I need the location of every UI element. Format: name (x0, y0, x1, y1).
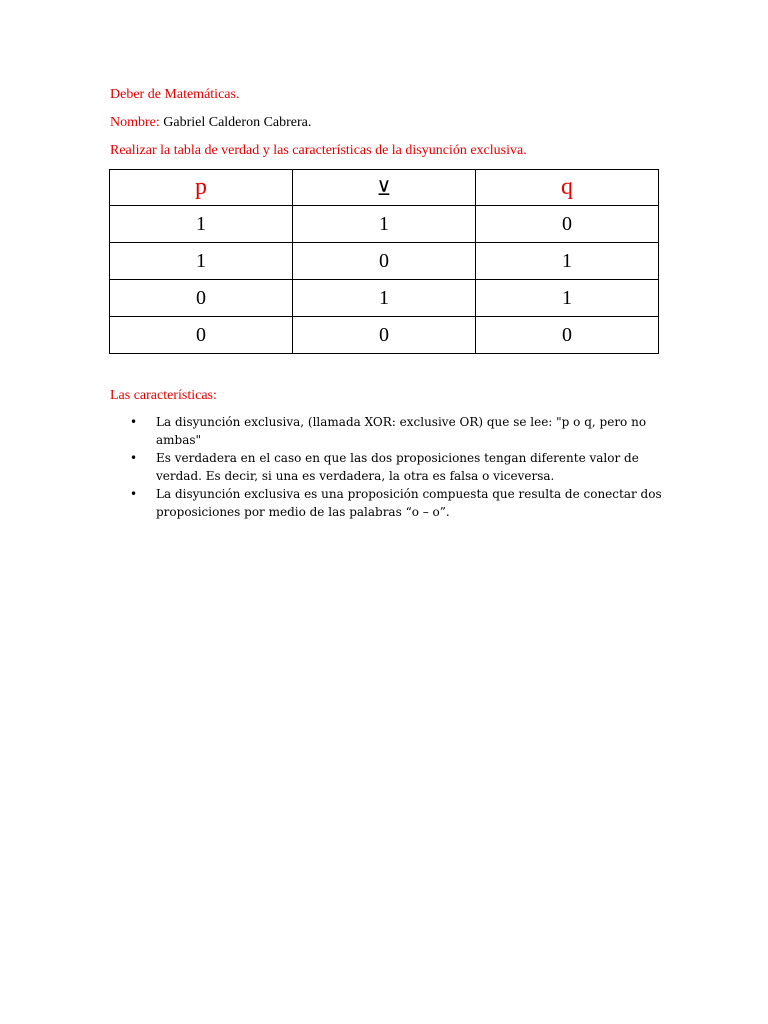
table-cell: 1 (476, 280, 659, 317)
bullet-icon: • (130, 487, 138, 501)
table-cell: 1 (110, 206, 293, 243)
truth-table (109, 169, 659, 354)
characteristics-heading: Las características: (110, 388, 217, 403)
list-item-text: Es verdadera en el caso en que las dos proposiciones tengan diferente valor de verdad. Es decir, si una es verdadera, la otra es falsa o viceversa. (156, 451, 639, 483)
table-cell: 1 (293, 280, 476, 317)
table-row (110, 280, 659, 317)
list-item (110, 485, 670, 521)
name-label: Nombre: (110, 115, 160, 130)
table-cell: 0 (110, 317, 293, 354)
table-row (110, 206, 659, 243)
header-cell-p: p (110, 170, 293, 206)
list-item (110, 413, 670, 449)
table-cell: 1 (476, 243, 659, 280)
name-value: Gabriel Calderon Cabrera. (163, 115, 312, 130)
student-name-line (110, 114, 311, 132)
bullet-icon: • (130, 415, 138, 429)
table-cell: 0 (110, 280, 293, 317)
document-title: Deber de Matemáticas. (110, 87, 240, 102)
truth-table-header-row (110, 170, 659, 206)
list-item-text: La disyunción exclusiva, (llamada XOR: exclusive OR) que se lee: "p o q, pero no ambas" (156, 415, 647, 447)
list-item-text: La disyunción exclusiva es una proposición compuesta que resulta de conectar dos proposiciones por medio de las palabras “o – o”. (156, 487, 662, 519)
bullet-icon: • (130, 451, 138, 465)
xor-operator-symbol: ⊻ (376, 176, 392, 200)
table-cell: 0 (476, 206, 659, 243)
table-cell: 1 (293, 206, 476, 243)
task-instruction: Realizar la tabla de verdad y las características de la disyunción exclusiva. (110, 143, 527, 158)
table-cell: 1 (110, 243, 293, 280)
table-cell: 0 (476, 317, 659, 354)
table-row (110, 243, 659, 280)
characteristics-list (110, 413, 670, 521)
list-item (110, 449, 670, 485)
table-row (110, 317, 659, 354)
table-cell: 0 (293, 317, 476, 354)
header-cell-xor (293, 170, 476, 206)
table-cell: 0 (293, 243, 476, 280)
header-cell-q: q (476, 170, 659, 206)
